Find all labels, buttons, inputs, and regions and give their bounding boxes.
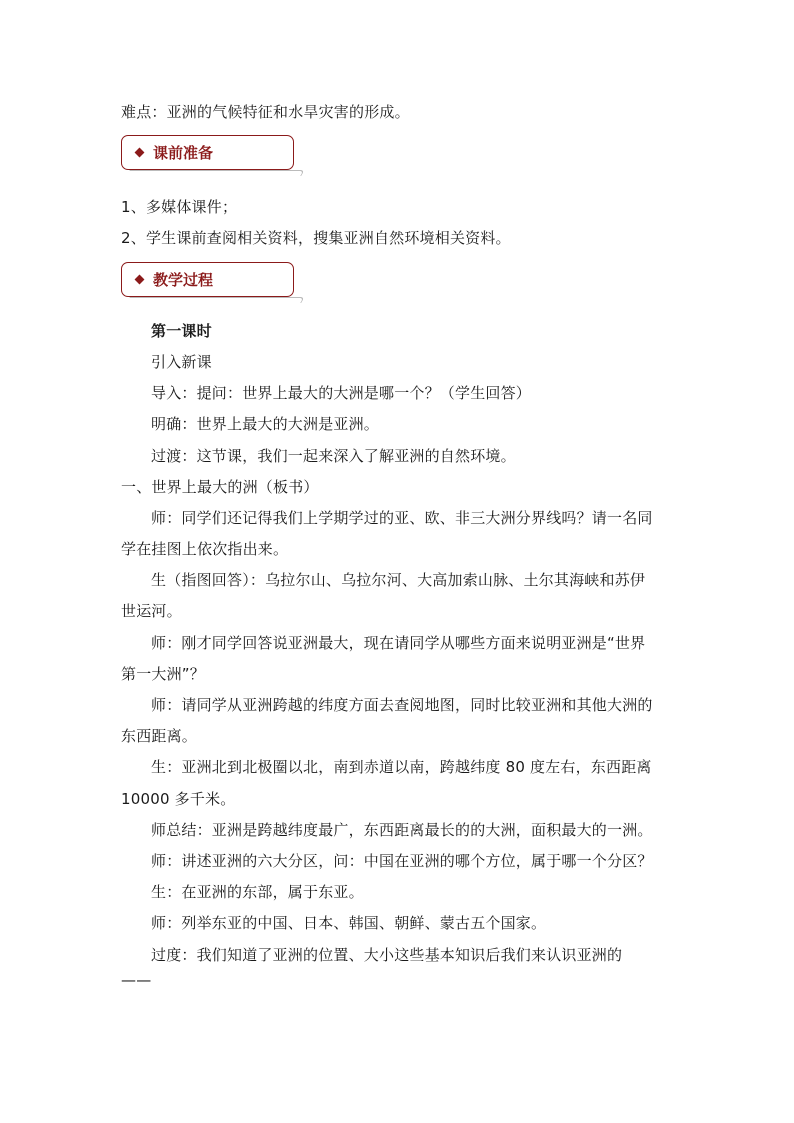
- section-shadow: [126, 297, 304, 303]
- teacher-line-cont: 第一大洲”？: [121, 665, 205, 683]
- student-line: 生：在亚洲的东部，属于东亚。: [151, 883, 364, 901]
- student-line-cont: 世运河。: [121, 602, 182, 620]
- heading-1: 一、世界上最大的洲（板书）: [121, 478, 319, 496]
- prep-item-1: 1、多媒体课件；: [121, 198, 238, 216]
- clarify-line: 明确：世界上最大的大洲是亚洲。: [151, 415, 380, 433]
- transition-line-1: 过渡：这节课，我们一起来深入了解亚洲的自然环境。: [151, 447, 516, 465]
- student-line: 生（指图回答）：乌拉尔山、乌拉尔河、大高加索山脉、土尔其海峡和苏伊: [151, 571, 646, 589]
- lesson-title: 第一课时: [151, 322, 212, 340]
- teacher-line: 师：列举东亚的中国、日本、韩国、朝鲜、蒙古五个国家。: [151, 914, 547, 932]
- diamond-bullet-icon: [135, 275, 145, 285]
- teacher-line: 师：讲述亚洲的六大分区，问：中国在亚洲的哪个方位，属于哪一个分区？: [151, 852, 653, 870]
- difficulty-line: 难点：亚洲的气候特征和水旱灾害的形成。: [121, 103, 410, 121]
- lead-line: 导入：提问：世界上最大的大洲是哪一个？（学生回答）: [151, 384, 532, 402]
- prep-item-2: 2、学生课前查阅相关资料，搜集亚洲自然环境相关资料。: [121, 229, 511, 247]
- student-line: 生：亚洲北到北极圈以北，南到赤道以南，跨越纬度 80 度左右，东西距离: [151, 758, 652, 776]
- summary-line: 师总结：亚洲是跨越纬度最广，东西距离最长的的大洲，面积最大的一洲。: [151, 821, 653, 839]
- teacher-line: 师：同学们还记得我们上学期学过的亚、欧、非三大洲分界线吗？请一名同: [151, 509, 653, 527]
- section-title-prep: 课前准备: [153, 144, 214, 162]
- section-header-prep: [121, 135, 294, 170]
- dash-line: ——: [121, 971, 152, 989]
- section-header-process: [121, 262, 294, 297]
- teacher-line: 师：刚才同学回答说亚洲最大，现在请同学从哪些方面来说明亚洲是“世界: [151, 634, 646, 652]
- intro-line: 引入新课: [151, 353, 212, 371]
- teacher-line-cont: 东西距离。: [121, 727, 198, 745]
- student-line-cont: 10000 多千米。: [121, 790, 236, 808]
- teacher-line: 师：请同学从亚洲跨越的纬度方面去查阅地图，同时比较亚洲和其他大洲的: [151, 696, 653, 714]
- teacher-line-cont: 学在挂图上依次指出来。: [121, 540, 289, 558]
- transition-line-2: 过度：我们知道了亚洲的位置、大小这些基本知识后我们来认识亚洲的: [151, 946, 623, 964]
- section-shadow: [126, 170, 304, 176]
- section-title-process: 教学过程: [153, 271, 214, 289]
- diamond-bullet-icon: [135, 148, 145, 158]
